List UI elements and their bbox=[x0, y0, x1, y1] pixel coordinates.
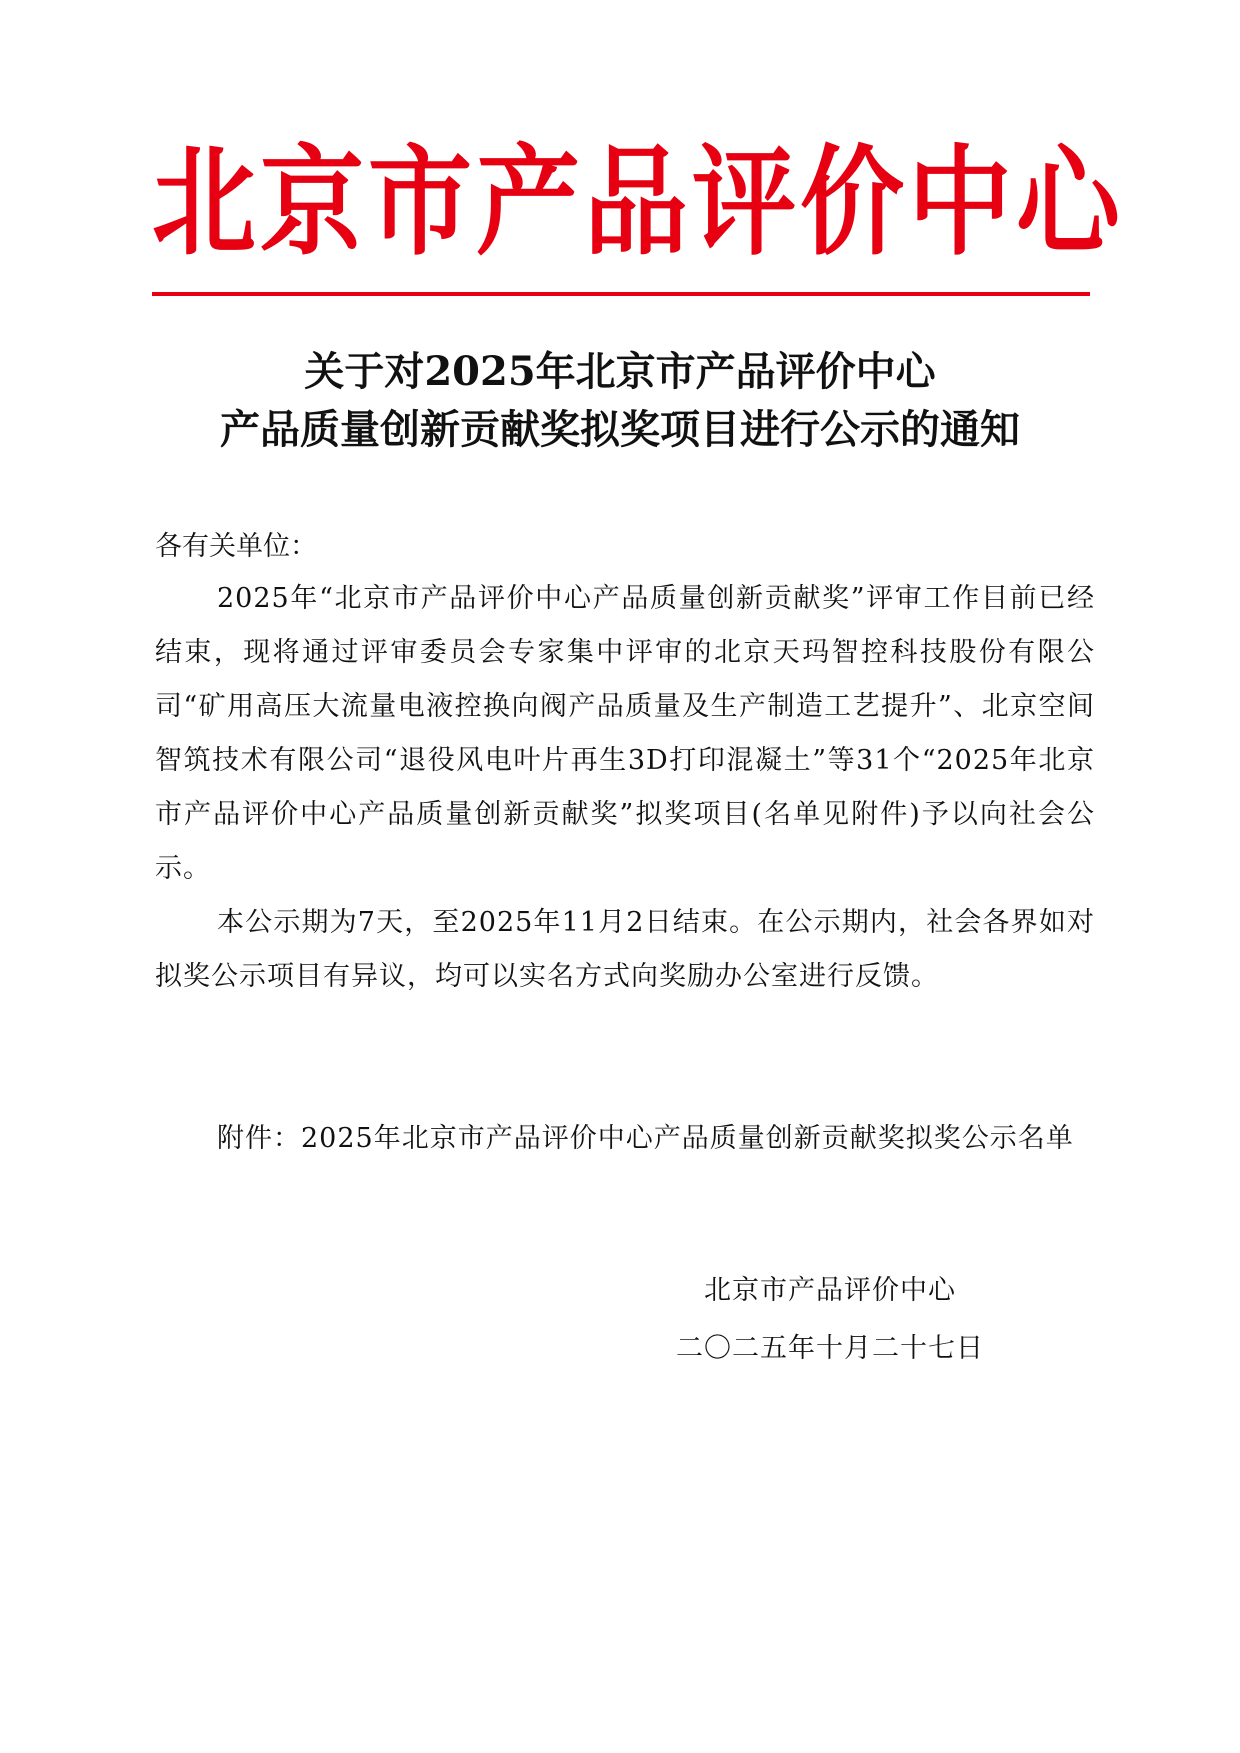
salutation: 各有关单位： bbox=[155, 531, 317, 562]
letterhead-org-name: 北京市产品评价中心 bbox=[152, 132, 1125, 273]
body-paragraph-publicity-period: 本公示期为7天，至2025年11月2日结束。在公示期内，社会各界如对拟奖公示项目有异议，均可以实名方式向奖励办公室进行反馈。 bbox=[155, 907, 1095, 992]
signature-organization: 北京市产品评价中心 bbox=[704, 1275, 956, 1306]
document-title-line-1: 关于对2025年北京市产品评价中心 bbox=[304, 348, 936, 395]
document-title-line-2: 产品质量创新贡献奖拟奖项目进行公示的通知 bbox=[220, 406, 1020, 453]
letterhead bbox=[152, 132, 1125, 288]
body-paragraph-announcement: 2025年“北京市产品评价中心产品质量创新贡献奖”评审工作目前已经结束，现将通过评审委员会专家集中评审的北京天玛智控科技股份有限公司“矿用高压大流量电液控换向阀产品质量及生产制造工艺提升”、北京空间智筑技术有限公司“退役风电叶片再生3D打印混凝土”等31个“2025年北京市产品评价中心产品质量创新贡献奖”拟奖项目(名单见附件)予以向社会公示。 bbox=[155, 583, 1095, 884]
signature-date: 二〇二五年十月二十七日 bbox=[676, 1333, 984, 1364]
letterhead-divider bbox=[152, 292, 1090, 296]
attachment-note: 附件：2025年北京市产品评价中心产品质量创新贡献奖拟奖公示名单 bbox=[217, 1123, 1074, 1154]
